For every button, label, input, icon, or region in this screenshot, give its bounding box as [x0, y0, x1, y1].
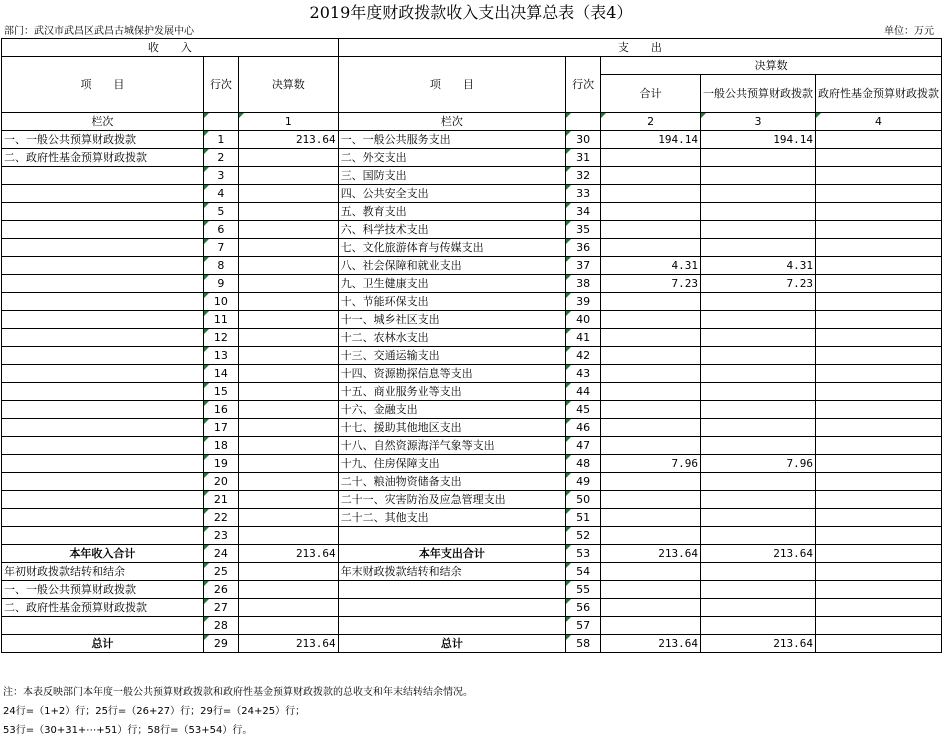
- income-amount-cell: [238, 347, 338, 365]
- expense-item-cell: 八、社会保障和就业支出: [338, 257, 565, 275]
- expense-gov-fund-cell: [815, 581, 941, 599]
- expense-gov-fund-cell: [815, 491, 941, 509]
- expense-general-budget-cell: 7.23: [700, 275, 815, 293]
- income-amount-cell: [238, 203, 338, 221]
- income-line-cell: 24: [203, 545, 238, 563]
- expense-total-cell: [601, 203, 701, 221]
- income-item-cell: [2, 311, 204, 329]
- header-row-1: [2, 39, 942, 57]
- expense-line-cell: 38: [566, 275, 601, 293]
- expense-general-budget-cell: [700, 365, 815, 383]
- header-row-2: [2, 57, 942, 75]
- expense-item-cell: 十二、农林水支出: [338, 329, 565, 347]
- expense-item-cell: 十五、商业服务业等支出: [338, 383, 565, 401]
- table-row: [2, 545, 942, 563]
- expense-item-cell: 三、国防支出: [338, 167, 565, 185]
- expense-item-cell: 二十二、其他支出: [338, 509, 565, 527]
- income-item-cell: 总计: [2, 635, 204, 653]
- expense-total-cell: [601, 149, 701, 167]
- column-number-row: [2, 113, 942, 131]
- income-line-cell: 27: [203, 599, 238, 617]
- income-amount-cell: [238, 257, 338, 275]
- expense-item-cell: 二、外交支出: [338, 149, 565, 167]
- expense-gov-fund-cell: [815, 599, 941, 617]
- income-amount-cell: [238, 437, 338, 455]
- table-row: [2, 203, 942, 221]
- expense-total-cell: 213.64: [601, 545, 701, 563]
- expense-total-cell: [601, 563, 701, 581]
- income-item-cell: [2, 257, 204, 275]
- income-item-cell: [2, 185, 204, 203]
- column-number-label: 栏次: [338, 113, 565, 131]
- expense-gov-fund-cell: [815, 473, 941, 491]
- income-item-cell: [2, 527, 204, 545]
- expense-gov-fund-cell: [815, 437, 941, 455]
- expense-line-cell: 47: [566, 437, 601, 455]
- expense-gov-fund-cell: [815, 131, 941, 149]
- expense-gov-fund-cell: [815, 293, 941, 311]
- expense-general-budget-cell: [700, 437, 815, 455]
- expense-general-budget-cell: [700, 401, 815, 419]
- expense-total-cell: [601, 599, 701, 617]
- expense-line-cell: 58: [566, 635, 601, 653]
- income-amount-cell: [238, 311, 338, 329]
- expense-line-cell: 51: [566, 509, 601, 527]
- expense-total-cell: [601, 347, 701, 365]
- expense-general-budget-cell: [700, 617, 815, 635]
- income-line-cell: 6: [203, 221, 238, 239]
- income-line-cell: 26: [203, 581, 238, 599]
- income-item-cell: [2, 491, 204, 509]
- income-amount-cell: [238, 293, 338, 311]
- expense-general-budget-cell: [700, 347, 815, 365]
- expense-line-cell: 52: [566, 527, 601, 545]
- footnote-1: 注：本表反映部门本年度一般公共预算财政拨款和政府性基金预算财政拨款的总收支和年末结转结余情况。: [3, 687, 473, 698]
- expense-line-header: 行次: [566, 57, 601, 113]
- expense-general-budget-cell: [700, 167, 815, 185]
- expense-item-cell: 十六、金融支出: [338, 401, 565, 419]
- income-line-cell: 3: [203, 167, 238, 185]
- expense-item-cell: 九、卫生健康支出: [338, 275, 565, 293]
- expense-general-budget-cell: [700, 581, 815, 599]
- column-number-3: 3: [700, 113, 815, 131]
- expense-general-budget-cell: [700, 563, 815, 581]
- income-item-cell: [2, 365, 204, 383]
- table-row: [2, 509, 942, 527]
- income-amount-cell: [238, 617, 338, 635]
- expense-item-cell: 七、文化旅游体育与传媒支出: [338, 239, 565, 257]
- expense-general-budget-cell: [700, 599, 815, 617]
- expense-gov-fund-cell: [815, 545, 941, 563]
- table-row: [2, 581, 942, 599]
- expense-gov-fund-cell: [815, 509, 941, 527]
- income-item-cell: [2, 473, 204, 491]
- expense-line-cell: 35: [566, 221, 601, 239]
- income-amount-cell: [238, 167, 338, 185]
- table-row: [2, 419, 942, 437]
- department-label: 部门：武汉市武昌区武昌古城保护发展中心: [4, 26, 194, 37]
- empty-cell: [566, 113, 601, 131]
- total-header: 合计: [601, 75, 701, 113]
- expense-gov-fund-cell: [815, 635, 941, 653]
- expense-total-cell: [601, 185, 701, 203]
- expense-total-cell: [601, 617, 701, 635]
- income-item-cell: [2, 329, 204, 347]
- expense-item-cell: 五、教育支出: [338, 203, 565, 221]
- expense-gov-fund-cell: [815, 149, 941, 167]
- income-line-header: 行次: [203, 57, 238, 113]
- table-row: [2, 329, 942, 347]
- table-row: [2, 347, 942, 365]
- expense-line-cell: 30: [566, 131, 601, 149]
- expense-general-budget-cell: 194.14: [700, 131, 815, 149]
- report-title: 2019年度财政拨款收入支出决算总表（表4）: [309, 3, 633, 22]
- expense-item-cell: [338, 599, 565, 617]
- table-row: [2, 185, 942, 203]
- income-item-cell: [2, 617, 204, 635]
- table-row: [2, 131, 942, 149]
- income-line-cell: 14: [203, 365, 238, 383]
- expense-total-cell: 7.96: [601, 455, 701, 473]
- expense-gov-fund-cell: [815, 167, 941, 185]
- income-line-cell: 1: [203, 131, 238, 149]
- income-header: 收 入: [2, 39, 339, 57]
- expense-gov-fund-cell: [815, 419, 941, 437]
- expense-general-budget-cell: 213.64: [700, 635, 815, 653]
- expense-general-budget-cell: [700, 491, 815, 509]
- expense-line-cell: 37: [566, 257, 601, 275]
- expense-line-cell: 55: [566, 581, 601, 599]
- expense-general-budget-cell: [700, 149, 815, 167]
- expense-total-cell: [601, 437, 701, 455]
- expense-total-cell: [601, 527, 701, 545]
- expense-item-cell: 十九、住房保障支出: [338, 455, 565, 473]
- income-line-cell: 5: [203, 203, 238, 221]
- expense-line-cell: 49: [566, 473, 601, 491]
- income-item-cell: [2, 509, 204, 527]
- expense-gov-fund-cell: [815, 347, 941, 365]
- income-line-cell: 20: [203, 473, 238, 491]
- footnote-3: 53行=（30+31+⋯+51）行；58行=（53+54）行。: [3, 725, 253, 736]
- income-line-cell: 25: [203, 563, 238, 581]
- expense-gov-fund-cell: [815, 383, 941, 401]
- budget-table: [1, 38, 942, 653]
- expense-gov-fund-cell: [815, 563, 941, 581]
- income-amount-cell: [238, 221, 338, 239]
- income-item-cell: 本年收入合计: [2, 545, 204, 563]
- expense-gov-fund-cell: [815, 221, 941, 239]
- expense-total-cell: 194.14: [601, 131, 701, 149]
- expense-item-cell: 十八、自然资源海洋气象等支出: [338, 437, 565, 455]
- expense-line-cell: 42: [566, 347, 601, 365]
- income-line-cell: 8: [203, 257, 238, 275]
- income-item-cell: [2, 293, 204, 311]
- income-line-cell: 19: [203, 455, 238, 473]
- income-amount-cell: [238, 419, 338, 437]
- expense-line-cell: 40: [566, 311, 601, 329]
- income-amount-cell: [238, 581, 338, 599]
- income-line-cell: 16: [203, 401, 238, 419]
- expense-total-cell: [601, 221, 701, 239]
- expense-line-cell: 50: [566, 491, 601, 509]
- expense-line-cell: 33: [566, 185, 601, 203]
- gov-fund-header: 政府性基金预算财政拨款: [815, 75, 941, 113]
- table-row: [2, 149, 942, 167]
- expense-total-cell: [601, 329, 701, 347]
- income-amount-cell: [238, 239, 338, 257]
- column-number-4: 4: [815, 113, 941, 131]
- table-row: [2, 275, 942, 293]
- expense-gov-fund-cell: [815, 257, 941, 275]
- income-amount-cell: 213.64: [238, 545, 338, 563]
- expense-gov-fund-cell: [815, 527, 941, 545]
- expense-line-cell: 57: [566, 617, 601, 635]
- income-amount-cell: [238, 185, 338, 203]
- expense-total-cell: [601, 365, 701, 383]
- expense-total-cell: [601, 491, 701, 509]
- expense-item-cell: 十、节能环保支出: [338, 293, 565, 311]
- expense-general-budget-cell: [700, 293, 815, 311]
- table-row: [2, 401, 942, 419]
- expense-total-cell: 4.31: [601, 257, 701, 275]
- table-row: [2, 635, 942, 653]
- income-item-cell: [2, 383, 204, 401]
- income-amount-cell: [238, 473, 338, 491]
- expense-item-cell: 二十、粮油物资储备支出: [338, 473, 565, 491]
- table-row: [2, 473, 942, 491]
- income-line-cell: 12: [203, 329, 238, 347]
- income-item-cell: 一、一般公共预算财政拨款: [2, 131, 204, 149]
- income-amount-cell: [238, 383, 338, 401]
- income-line-cell: 29: [203, 635, 238, 653]
- expense-item-cell: 十三、交通运输支出: [338, 347, 565, 365]
- expense-item-cell: 一、一般公共服务支出: [338, 131, 565, 149]
- expense-general-budget-cell: [700, 419, 815, 437]
- income-item-cell: 年初财政拨款结转和结余: [2, 563, 204, 581]
- expense-total-cell: [601, 311, 701, 329]
- income-item-cell: 二、政府性基金预算财政拨款: [2, 599, 204, 617]
- expense-amount-header: 决算数: [601, 57, 942, 75]
- income-item-cell: [2, 347, 204, 365]
- table-row: [2, 167, 942, 185]
- income-line-cell: 17: [203, 419, 238, 437]
- expense-item-cell: [338, 581, 565, 599]
- expense-gov-fund-cell: [815, 401, 941, 419]
- general-budget-header: 一般公共预算财政拨款: [700, 75, 815, 113]
- expense-header: 支 出: [338, 39, 941, 57]
- income-item-header: 项 目: [2, 57, 204, 113]
- income-line-cell: 22: [203, 509, 238, 527]
- expense-general-budget-cell: [700, 239, 815, 257]
- expense-total-cell: [601, 509, 701, 527]
- expense-item-cell: 十一、城乡社区支出: [338, 311, 565, 329]
- income-amount-cell: 213.64: [238, 131, 338, 149]
- expense-item-cell: 年末财政拨款结转和结余: [338, 563, 565, 581]
- income-amount-cell: [238, 275, 338, 293]
- expense-total-cell: [601, 419, 701, 437]
- income-line-cell: 4: [203, 185, 238, 203]
- income-item-cell: [2, 167, 204, 185]
- income-amount-cell: [238, 509, 338, 527]
- expense-general-budget-cell: 213.64: [700, 545, 815, 563]
- expense-item-cell: [338, 527, 565, 545]
- expense-general-budget-cell: [700, 527, 815, 545]
- expense-total-cell: [601, 473, 701, 491]
- expense-general-budget-cell: [700, 311, 815, 329]
- footnote-2: 24行=（1+2）行；25行=（26+27）行；29行=（24+25）行；: [3, 706, 306, 717]
- expense-line-cell: 36: [566, 239, 601, 257]
- expense-line-cell: 41: [566, 329, 601, 347]
- expense-item-cell: 十七、援助其他地区支出: [338, 419, 565, 437]
- expense-gov-fund-cell: [815, 311, 941, 329]
- table-row: [2, 293, 942, 311]
- income-item-cell: [2, 275, 204, 293]
- table-row: [2, 491, 942, 509]
- table-row: [2, 365, 942, 383]
- income-amount-cell: [238, 401, 338, 419]
- income-item-cell: 一、一般公共预算财政拨款: [2, 581, 204, 599]
- income-line-cell: 7: [203, 239, 238, 257]
- table-row: [2, 437, 942, 455]
- expense-line-cell: 44: [566, 383, 601, 401]
- income-amount-cell: [238, 329, 338, 347]
- column-number-label: 栏次: [2, 113, 204, 131]
- expense-gov-fund-cell: [815, 617, 941, 635]
- column-number-1: 1: [238, 113, 338, 131]
- table-row: [2, 563, 942, 581]
- expense-gov-fund-cell: [815, 203, 941, 221]
- table-row: [2, 527, 942, 545]
- income-line-cell: 28: [203, 617, 238, 635]
- expense-line-cell: 48: [566, 455, 601, 473]
- income-line-cell: 11: [203, 311, 238, 329]
- expense-item-cell: 本年支出合计: [338, 545, 565, 563]
- expense-general-budget-cell: 7.96: [700, 455, 815, 473]
- expense-total-cell: [601, 401, 701, 419]
- expense-general-budget-cell: 4.31: [700, 257, 815, 275]
- income-line-cell: 9: [203, 275, 238, 293]
- expense-gov-fund-cell: [815, 365, 941, 383]
- income-item-cell: [2, 455, 204, 473]
- expense-item-cell: [338, 617, 565, 635]
- expense-line-cell: 39: [566, 293, 601, 311]
- income-line-cell: 21: [203, 491, 238, 509]
- income-item-cell: [2, 437, 204, 455]
- income-amount-cell: [238, 149, 338, 167]
- income-line-cell: 2: [203, 149, 238, 167]
- expense-item-cell: 二十一、灾害防治及应急管理支出: [338, 491, 565, 509]
- expense-line-cell: 46: [566, 419, 601, 437]
- income-amount-cell: [238, 563, 338, 581]
- expense-general-budget-cell: [700, 221, 815, 239]
- table-row: [2, 221, 942, 239]
- income-item-cell: [2, 401, 204, 419]
- column-number-2: 2: [601, 113, 701, 131]
- table-row: [2, 257, 942, 275]
- income-amount-header: 决算数: [238, 57, 338, 113]
- expense-item-header: 项 目: [338, 57, 565, 113]
- expense-item-cell: 总计: [338, 635, 565, 653]
- expense-general-budget-cell: [700, 383, 815, 401]
- expense-line-cell: 32: [566, 167, 601, 185]
- income-line-cell: 23: [203, 527, 238, 545]
- income-item-cell: [2, 221, 204, 239]
- expense-line-cell: 34: [566, 203, 601, 221]
- empty-cell: [203, 113, 238, 131]
- income-amount-cell: [238, 491, 338, 509]
- expense-gov-fund-cell: [815, 275, 941, 293]
- expense-total-cell: [601, 293, 701, 311]
- income-amount-cell: [238, 365, 338, 383]
- income-item-cell: [2, 203, 204, 221]
- income-line-cell: 18: [203, 437, 238, 455]
- table-row: [2, 311, 942, 329]
- expense-general-budget-cell: [700, 203, 815, 221]
- expense-general-budget-cell: [700, 329, 815, 347]
- expense-total-cell: 7.23: [601, 275, 701, 293]
- expense-line-cell: 45: [566, 401, 601, 419]
- table-row: [2, 383, 942, 401]
- income-item-cell: [2, 419, 204, 437]
- expense-item-cell: 十四、资源勘探信息等支出: [338, 365, 565, 383]
- table-row: [2, 239, 942, 257]
- expense-gov-fund-cell: [815, 239, 941, 257]
- expense-total-cell: [601, 581, 701, 599]
- expense-line-cell: 53: [566, 545, 601, 563]
- income-line-cell: 15: [203, 383, 238, 401]
- income-amount-cell: 213.64: [238, 635, 338, 653]
- income-line-cell: 13: [203, 347, 238, 365]
- expense-item-cell: 六、科学技术支出: [338, 221, 565, 239]
- expense-line-cell: 56: [566, 599, 601, 617]
- unit-label: 单位：万元: [884, 26, 934, 37]
- expense-gov-fund-cell: [815, 185, 941, 203]
- income-line-cell: 10: [203, 293, 238, 311]
- expense-general-budget-cell: [700, 473, 815, 491]
- expense-total-cell: [601, 167, 701, 185]
- expense-total-cell: 213.64: [601, 635, 701, 653]
- expense-item-cell: 四、公共安全支出: [338, 185, 565, 203]
- income-item-cell: 二、政府性基金预算财政拨款: [2, 149, 204, 167]
- expense-general-budget-cell: [700, 509, 815, 527]
- expense-line-cell: 43: [566, 365, 601, 383]
- expense-gov-fund-cell: [815, 455, 941, 473]
- expense-line-cell: 54: [566, 563, 601, 581]
- income-amount-cell: [238, 455, 338, 473]
- expense-total-cell: [601, 383, 701, 401]
- income-item-cell: [2, 239, 204, 257]
- table-row: [2, 617, 942, 635]
- expense-general-budget-cell: [700, 185, 815, 203]
- income-amount-cell: [238, 599, 338, 617]
- income-amount-cell: [238, 527, 338, 545]
- expense-gov-fund-cell: [815, 329, 941, 347]
- table-row: [2, 599, 942, 617]
- table-row: [2, 455, 942, 473]
- expense-line-cell: 31: [566, 149, 601, 167]
- expense-total-cell: [601, 239, 701, 257]
